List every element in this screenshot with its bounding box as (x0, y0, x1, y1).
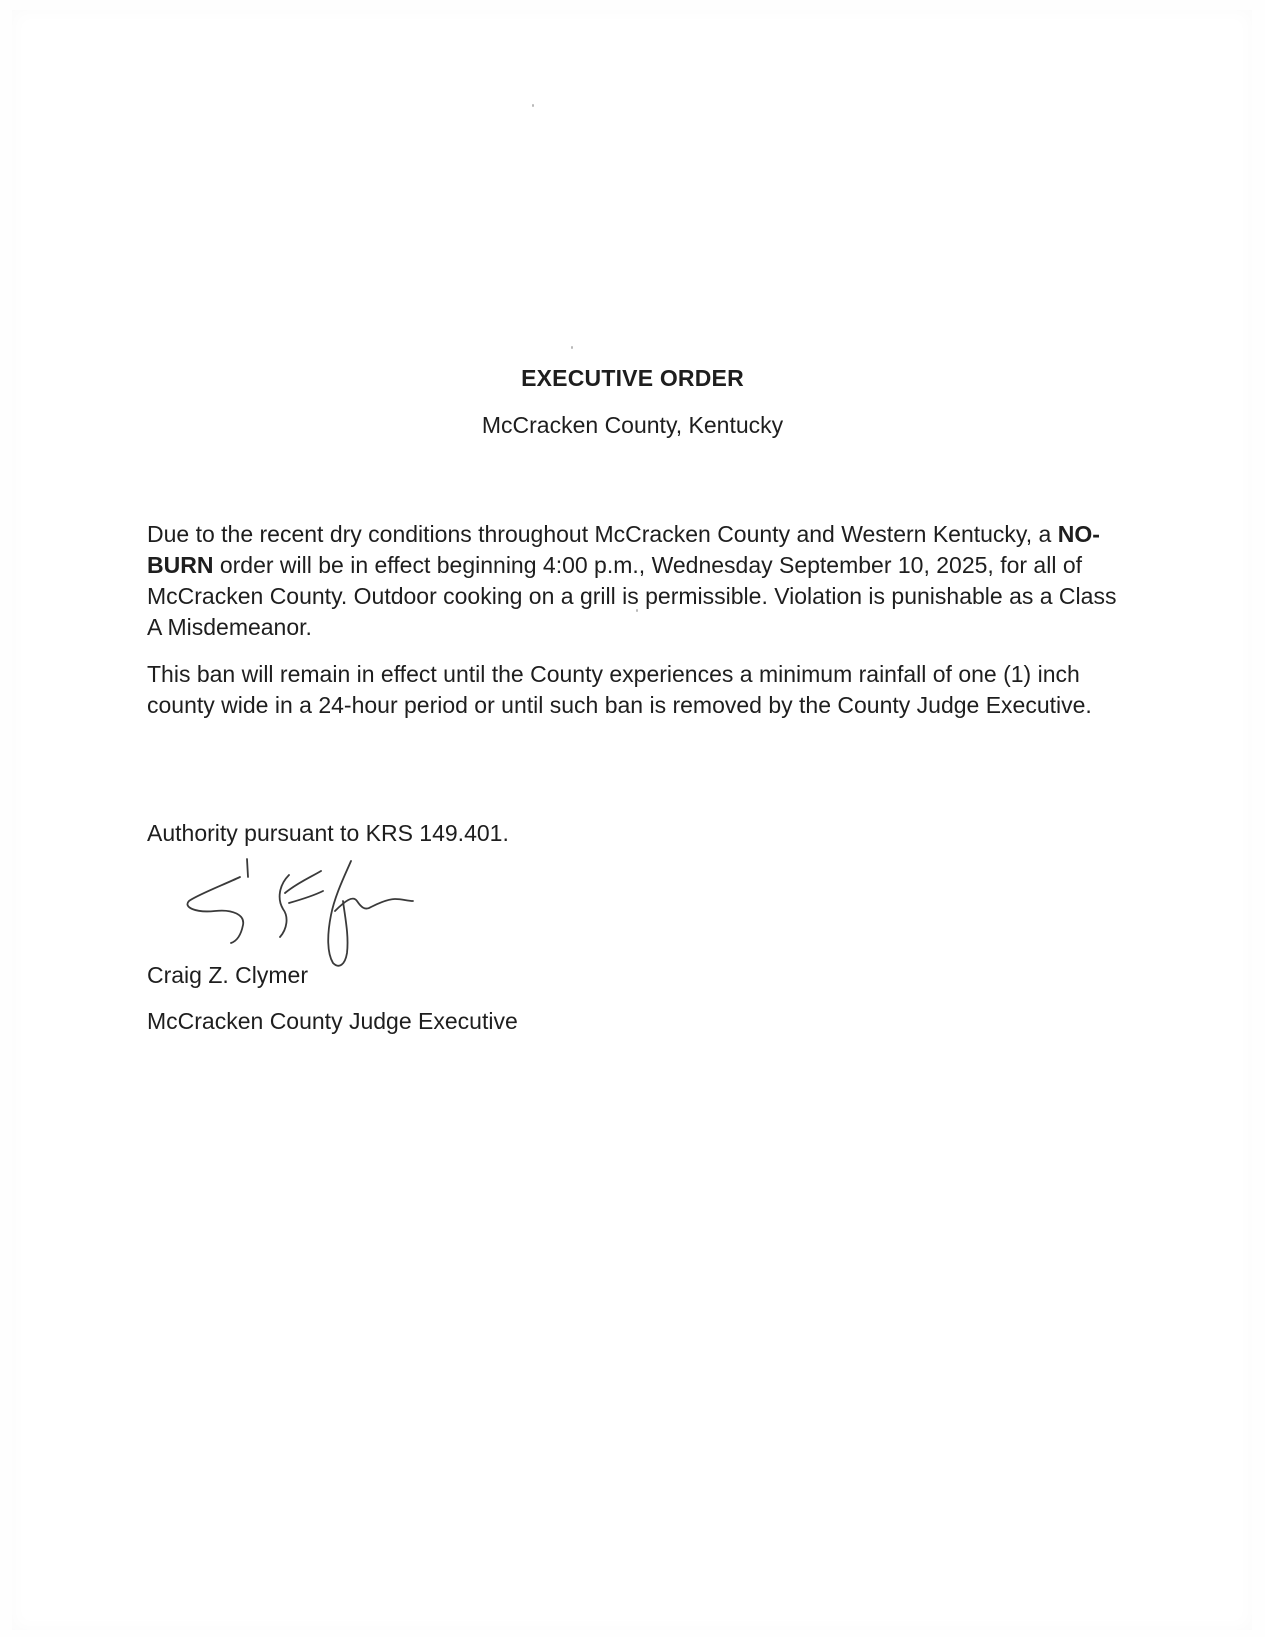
handwritten-signature (185, 855, 435, 975)
no-burn-emphasis: NO-BURN (147, 521, 1100, 578)
signature-stroke (328, 861, 351, 966)
signature-stroke (280, 875, 289, 937)
signer-title: McCracken County Judge Executive (147, 1008, 518, 1034)
signature-stroke (187, 877, 243, 943)
authority-statement: Authority pursuant to KRS 149.401. (147, 820, 509, 846)
order-title: EXECUTIVE ORDER (521, 365, 744, 391)
scan-speck (532, 104, 534, 107)
scan-speck (571, 346, 573, 349)
signature-stroke (285, 871, 323, 903)
paragraph-1-text-start: Due to the recent dry conditions throughout McCracken County and Western Kentucky, a (147, 521, 1058, 547)
order-paragraph-2: This ban will remain in effect until the County experiences a minimum rainfall of one (1) inch county wide in a 24-hour period or until such ban is removed by the County Judge Executive. (147, 661, 1092, 718)
signature-stroke (335, 899, 413, 911)
signature-stroke (247, 859, 248, 877)
county-subtitle: McCracken County, Kentucky (481, 412, 784, 438)
paragraph-1-text-end: order will be in effect beginning 4:00 p.m., Wednesday September 10, 2025, for all of McCracken County. Outdoor cooking on a grill is permissible. Violation is punishable as a Class A Misdemeanor. (147, 552, 1117, 640)
signer-name: Craig Z. Clymer (147, 962, 309, 988)
order-paragraph-1 (147, 519, 1127, 643)
